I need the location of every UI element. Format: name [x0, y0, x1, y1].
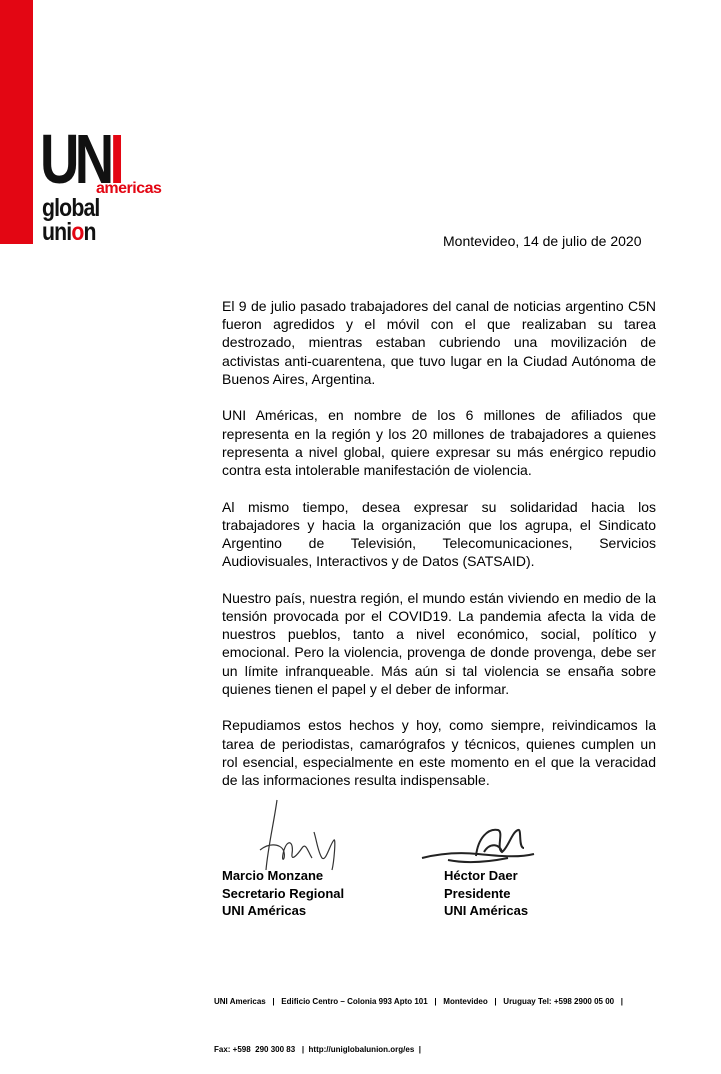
logo-union-text: union — [42, 218, 96, 246]
letter-date: Montevideo, 14 de julio de 2020 — [443, 233, 642, 249]
signatory-name: Marcio Monzane — [222, 868, 324, 883]
uni-americas-logo — [40, 120, 162, 248]
signature-daer-image — [418, 818, 538, 874]
red-side-bar — [0, 0, 33, 244]
logo-uni-wordmark: UNI — [40, 120, 120, 198]
logo-global-text: global — [42, 194, 100, 222]
paragraph: Repudiamos estos hechos y hoy, como siempre, reivindicamos la tarea de periodistas, camarógrafos y técnicos, quienes cumplen un rol esencial, especialmente en este momento en el que la veracidad de las informaciones resulta indispensable. — [222, 717, 656, 789]
letter-footer — [214, 962, 623, 1074]
signatory-org: UNI Américas — [222, 903, 307, 918]
footer-line-2: Fax: +598 290 300 83 | http://uniglobalunion.org/es | — [214, 1045, 421, 1054]
footer-line-1: UNI Americas | Edificio Centro – Colonia 993 Apto 101 | Montevideo | Uruguay Tel: +598 2900 05 00 | — [214, 997, 624, 1006]
logo-americas-text: americas — [96, 180, 162, 197]
paragraph: UNI Américas, en nombre de los 6 millones de afiliados que representa en la región y los 20 millones de trabajadores a quienes representa a nivel global, quiere expresar su más enérgico repudio contra esta intolerable manifestación de violencia. — [222, 407, 656, 479]
signatory-block-daer — [444, 867, 528, 920]
paragraph: El 9 de julio pasado trabajadores del canal de noticias argentino C5N fueron agredidos y el móvil con el que realizaban su tarea destrozado, mientras estaban cubriendo una movilización de activistas anti-cuarentena, que tuvo lugar en la Ciudad Autónoma de Buenos Aires, Argentina. — [222, 298, 656, 387]
signatory-block-monzane — [222, 867, 344, 920]
signatory-title: Secretario Regional — [222, 885, 345, 901]
letter-body — [222, 297, 656, 808]
signatory-org: UNI Américas — [444, 903, 529, 918]
paragraph: Nuestro país, nuestra región, el mundo están viviendo en medio de la tensión provocada por el COVID19. La pandemia afecta la vida de nuestros pueblos, tanto a nivel económico, social, político y emocional. Pero la violencia, provenga de donde provenga, debe ser un límite infranqueable. Más aún si tal violencia se ensaña sobre quienes tienen el papel y el deber de informar. — [222, 589, 656, 697]
signatory-name: Héctor Daer — [444, 868, 518, 883]
signatory-title: Presidente — [444, 885, 511, 901]
paragraph: Al mismo tiempo, desea expresar su solidaridad hacia los trabajadores y hacia la organización que los agrupa, el Sindicato Argentino de Televisión, Telecomunicaciones, Servicios Audiovisuales, Interactivos y de Datos (SATSAID). — [222, 498, 656, 570]
